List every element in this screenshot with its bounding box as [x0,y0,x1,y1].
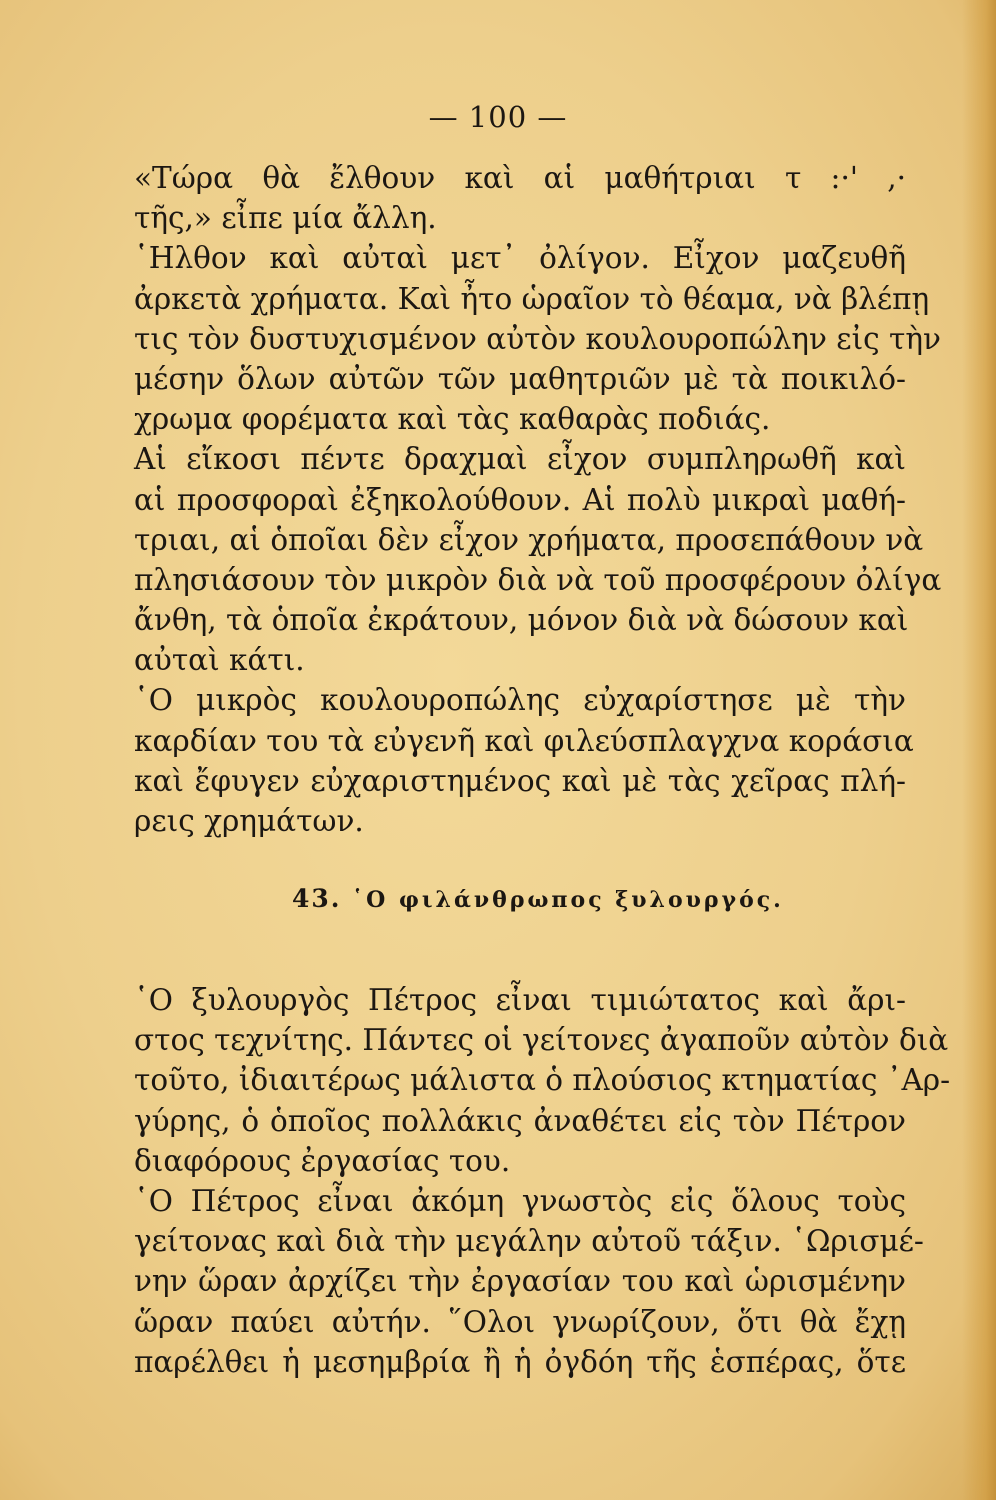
page-number: — 100 — [428,100,568,134]
text-line: τῆς,» εἶπε μία ἄλλη. [134,201,437,236]
text-line: χρωμα φορέματα καὶ τὰς καθαρὰς ποδιάς. [134,402,771,437]
text-line: ῾Ο ξυλουργὸς Πέτρος εἶναι τιμιώτατος καὶ ἄρι- [134,983,906,1017]
text-line: γείτονας καὶ διὰ τὴν μεγάλην αὐτοῦ τάξιν. ῾Ωρισμέ- [134,1224,924,1259]
text-line: ῾Ηλθον καὶ αὐταὶ μετ᾽ ὀλίγον. Εἶχον μαζευθῆ [134,241,906,276]
text-line: πλησιάσουν τὸν μικρὸν διὰ νὰ τοῦ προσφέρουν ὀλίγα [134,562,942,597]
text-line: καὶ ἔφυγεν εὐχαριστημένος καὶ μὲ τὰς χεῖρας πλή- [134,763,906,798]
text-line: στος τεχνίτης. Πάντες οἱ γείτονες ἀγαποῦν αὐτὸν διὰ [134,1023,949,1058]
text-line: Αἱ εἴκοσι πέντε δραχμαὶ εἶχον συμπληρωθῆ καὶ [134,442,906,477]
text-block-section-43 [134,980,951,1382]
page-edge-shadow [962,0,996,1500]
text-line: γύρης, ὁ ὁποῖος πολλάκις ἀναθέτει εἰς τὸν Πέτρον [134,1103,906,1138]
text-line: ῾Ο μικρὸς κουλουροπώλης εὐχαρίστησε μὲ τὴν [134,683,906,718]
text-line: ἀρκετὰ χρήματα. Καὶ ἦτο ὡραῖον τὸ θέαμα, νὰ βλέπῃ [134,281,930,316]
section-title: ῾Ο φιλάνθρωπος ξυλουργός. [352,887,784,913]
text-line: καρδίαν του τὰ εὐγενῆ καὶ φιλεύσπλαγχνα κοράσια [134,723,914,758]
text-line: ὥραν παύει αὐτήν. ῞Ολοι γνωρίζουν, ὅτι θὰ ἔχῃ [134,1304,906,1339]
text-line: παρέλθει ἡ μεσημβρία ἢ ἡ ὀγδόη τῆς ἑσπέρας, ὅτε [134,1344,906,1379]
text-line: τοῦτο, ἰδιαιτέρως μάλιστα ὁ πλούσιος κτηματίας ᾽Αρ- [134,1063,951,1098]
text-line: τις τὸν δυστυχισμένον αὐτὸν κουλουροπώλην εἰς τὴν [134,321,941,356]
text-line: αἱ προσφοραὶ ἐξηκολούθουν. Αἱ πολὺ μικραὶ μαθή- [134,482,906,517]
text-block-story-end [134,158,942,841]
text-line: τριαι, αἱ ὁποῖαι δὲν εἶχον χρήματα, προσεπάθουν νὰ [134,522,924,557]
section-number: 43. [292,884,342,913]
text-line: ἄνθη, τὰ ὁποῖα ἐκράτουν, μόνον διὰ νὰ δώσουν καὶ [134,603,909,638]
text-line: νην ὥραν ἀρχίζει τὴν ἐργασίαν του καὶ ὡρισμένην [134,1264,906,1299]
section-heading [292,884,852,913]
text-line: ῾Ο Πέτρος εἶναι ἀκόμη γνωστὸς εἰς ὅλους τοὺς [134,1183,906,1218]
text-line: «Τώρα θὰ ἔλθουν καὶ αἱ μαθήτριαι τ :·' ,· [134,161,906,195]
text-line: διαφόρους ἐργασίας του. [134,1143,511,1178]
text-line: μέσην ὅλων αὐτῶν τῶν μαθητριῶν μὲ τὰ ποικιλό- [134,361,906,396]
text-line: αὐταὶ κάτι. [134,643,305,678]
text-line: ρεις χρημάτων. [134,804,364,838]
